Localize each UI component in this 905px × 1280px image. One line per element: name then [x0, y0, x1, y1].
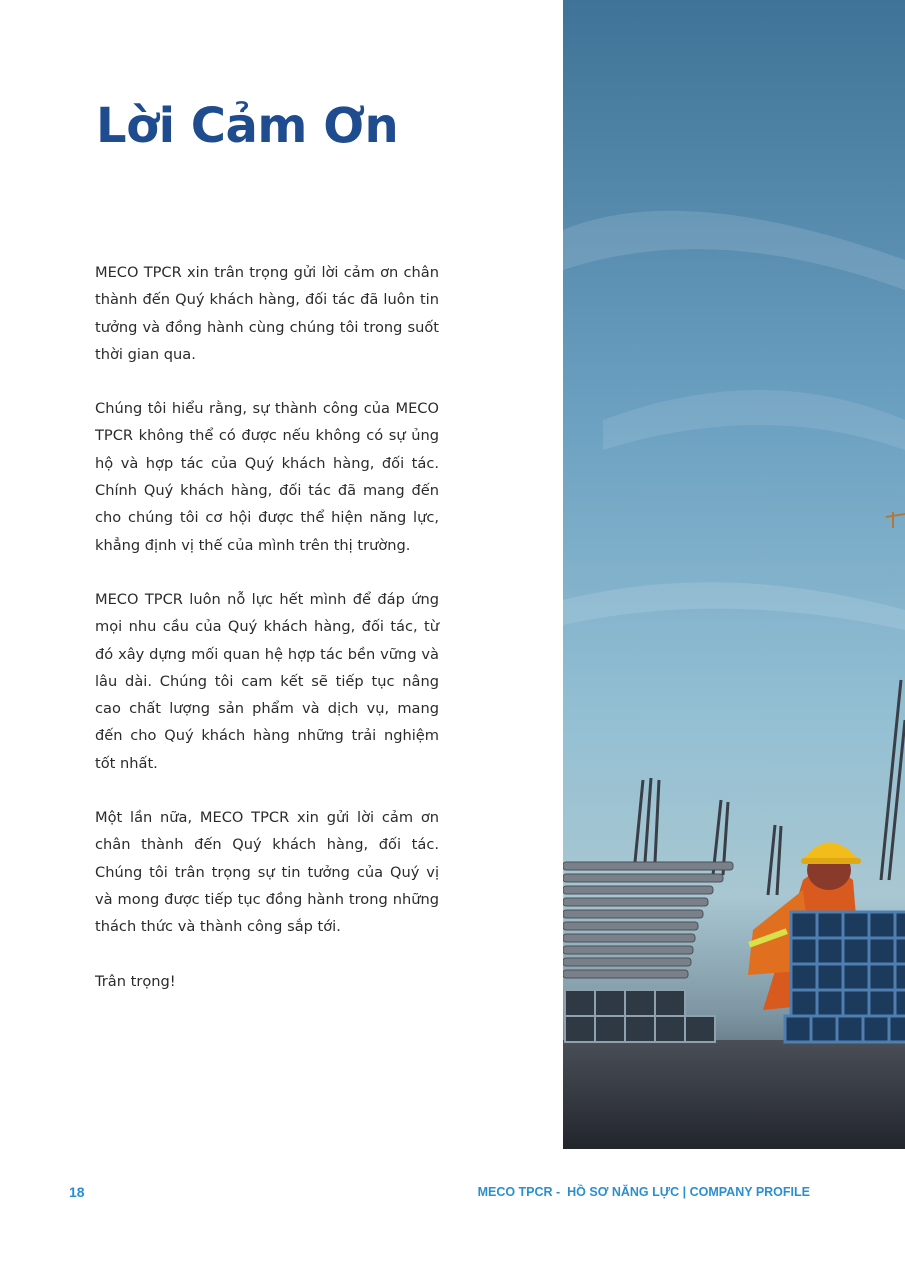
paragraph-3: MECO TPCR luôn nỗ lực hết mình để đáp ứng mọi nhu cầu của Quý khách hàng, đối tác, từ đó xây dựng mối quan hệ hợp tác bền vững và lâu dài. Chúng tôi cam kết sẽ tiếp tục nâng cao chất lượng sản phẩm và dịch vụ, mang đến cho Quý khách hàng những trải nghiệm tốt nhất.: [95, 590, 439, 772]
construction-worker-illustration: [563, 0, 905, 1149]
footer-document-title: MECO TPCR - HỒ SƠ NĂNG LỰC | COMPANY PROFILE: [477, 1185, 810, 1199]
paragraph-1: MECO TPCR xin trân trọng gửi lời cảm ơn chân thành đến Quý khách hàng, đối tác đã luôn tin tưởng và đồng hành cùng chúng tôi trong suốt thời gian qua.: [95, 264, 439, 363]
construction-photo: [563, 0, 905, 1149]
closing-line: Trân trọng!: [95, 972, 176, 990]
page-number: 18: [69, 1184, 85, 1200]
letter-body: [95, 259, 439, 1022]
paragraph-2: Chúng tôi hiểu rằng, sự thành công của MECO TPCR không thể có được nếu không có sự ủng hộ và hợp tác của Quý khách hàng, đối tác. Chính Quý khách hàng, đối tác đã mang đến cho chúng tôi cơ hội được thể hiện năng lực, khẳng định vị thế của mình trên thị trường.: [95, 400, 439, 554]
page-title: Lời Cảm Ơn: [96, 98, 399, 154]
paragraph-4: Một lần nữa, MECO TPCR xin gửi lời cảm ơn chân thành đến Quý khách hàng, đối tác. Chúng tôi trân trọng sự tin tưởng của Quý vị và mong được tiếp tục đồng hành trong những thách thức và thành công sắp tới.: [95, 809, 439, 936]
